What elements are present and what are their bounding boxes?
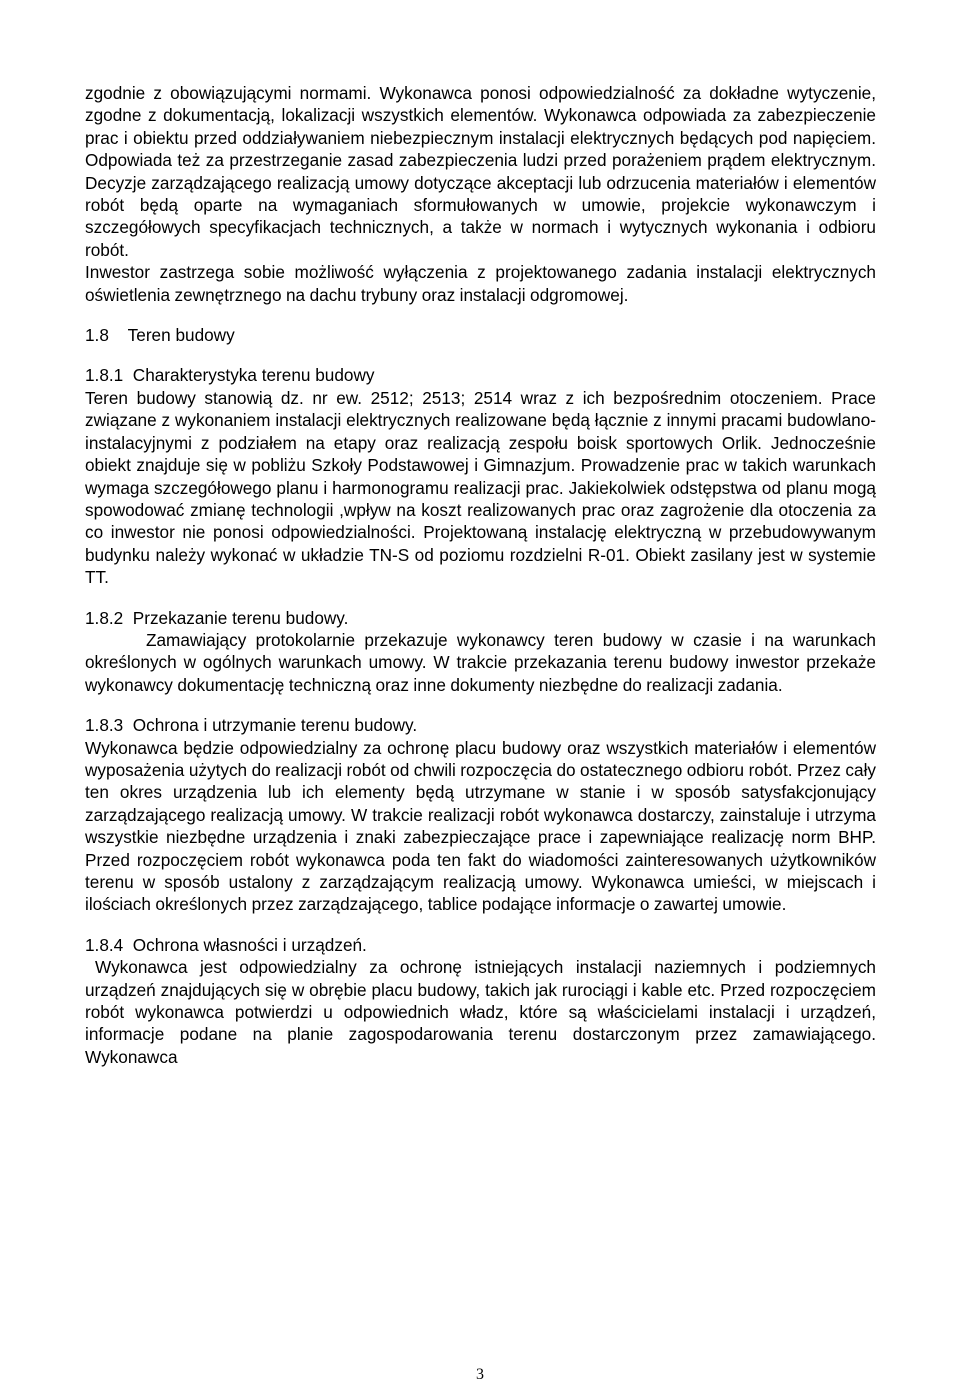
- section-heading-1-8: 1.8 Teren budowy: [85, 325, 235, 346]
- section-heading-1-8-2: 1.8.2 Przekazanie terenu budowy.: [85, 607, 349, 628]
- section-paragraph-1-8-4: Wykonawca jest odpowiedzialny za ochronę istniejących instalacji naziemnych i podziemnych urządzeń znajdujących się w obrębie placu budowy, takich jak rurociągi i kable etc. Przed rozpoczęciem robót wykonawca potwierdzi u odpowiednich władz, które są właścicielami instalacji i urządzeń, informacje podane na planie zagospodarowania terenu dostarczonym przez zamawiającego. Wykonawca: [85, 957, 876, 1067]
- section-heading-1-8-4: 1.8.4 Ochrona własności i urządzeń.: [85, 934, 367, 955]
- spacer: [85, 346, 876, 364]
- page-number: 3: [476, 1366, 484, 1383]
- spacer: [85, 696, 876, 714]
- section-paragraph-1-8-1: Teren budowy stanowią dz. nr ew. 2512; 2513; 2514 wraz z ich bezpośrednim otoczeniem. Prace związane z wykonaniem instalacji elektrycznych realizowane będą łącznie z innymi pracami budowlano-instalacyjnymi z podziałem na etapy oraz realizacją zespołu boisk sportowych Orlik. Jednocześnie obiekt znajduje się w pobliżu Szkoły Podstawowej i Gimnazjum. Prowadzenie prac w takich warunkach wymaga szczegółowego planu i harmonogramu realizacji prac. Jakiekolwiek odstępstwa od planu mogą spowodować zmianę technologii ,wpływ na koszt realizowanych prac oraz zagrożenie dla otoczenia za co inwestor nie ponosi odpowiedzialności. Projektowaną instalację elektryczną w przebudowywanym budynku należy wykonać w układzie TN-S od poziomu rozdzielni R-01. Obiekt zasilany jest w systemie TT.: [85, 387, 876, 588]
- section-heading-1-8-3: 1.8.3 Ochrona i utrzymanie terenu budowy.: [85, 715, 418, 736]
- spacer: [85, 589, 876, 607]
- document-page: [85, 82, 876, 1068]
- intro-paragraph: zgodnie z obowiązującymi normami. Wykonawca ponosi odpowiedzialność za dokładne wytyczenie, zgodne z dokumentacją, lokalizacji wszystkich elementów. Wykonawca odpowiada za zabezpieczenie prac i obiektu przed oddziaływaniem niebezpiecznym instalacji elektrycznych będących pod napięciem. Odpowiada też za przestrzeganie zasad zabezpieczenia ludzi przed porażeniem prądem elektrycznym. Decyzje zarządzającego realizacją umowy dotyczące akceptacji lub odrzucenia materiałów i elementów robót będą oparte na wymaganiach sformułowanych w umowie, projekcie wykonawczym i szczegółowych specyfikacjach technicznych, a także w normach i wytycznych wykonania i odbioru robót.: [85, 83, 876, 260]
- section-heading-1-8-1: 1.8.1 Charakterystyka terenu budowy: [85, 365, 375, 386]
- spacer: [85, 916, 876, 934]
- intro-paragraph: Inwestor zastrzega sobie możliwość wyłączenia z projektowanego zadania instalacji elektrycznych oświetlenia zewnętrznego na dachu trybuny oraz instalacji odgromowej.: [85, 262, 876, 305]
- spacer: [85, 306, 876, 324]
- section-paragraph-1-8-3: Wykonawca będzie odpowiedzialny za ochronę placu budowy oraz wszystkich materiałów i elementów wyposażenia użytych do realizacji robót od chwili rozpoczęcia do ostatecznego odbioru robót. Przez cały ten okres urządzenia lub ich elementy będą utrzymane w stanie i w sposób satysfakcjonujący zarządzającego realizacją umowy. W trakcie realizacji robót wykonawca dostarczy, zainstaluje i utrzyma wszystkie niezbędne urządzenia i znaki zabezpieczające prace i zapewniające realizację norm BHP. Przed rozpoczęciem robót wykonawca poda ten fakt do wiadomości zainteresowanych użytkowników terenu w sposób ustalony z zarządzającym realizacją umowy. Wykonawca umieści, w miejscach i ilościach określonych przez zarządzającego, tablice podające informacje o zawartej umowie.: [85, 737, 876, 915]
- section-paragraph-1-8-2: Zamawiający protokolarnie przekazuje wykonawcy teren budowy w czasie i na warunkach określonych w ogólnych warunkach umowy. W trakcie przekazania terenu budowy inwestor przekaże wykonawcy dokumentację techniczną oraz inne dokumenty niezbędne do realizacji zadania.: [85, 629, 876, 695]
